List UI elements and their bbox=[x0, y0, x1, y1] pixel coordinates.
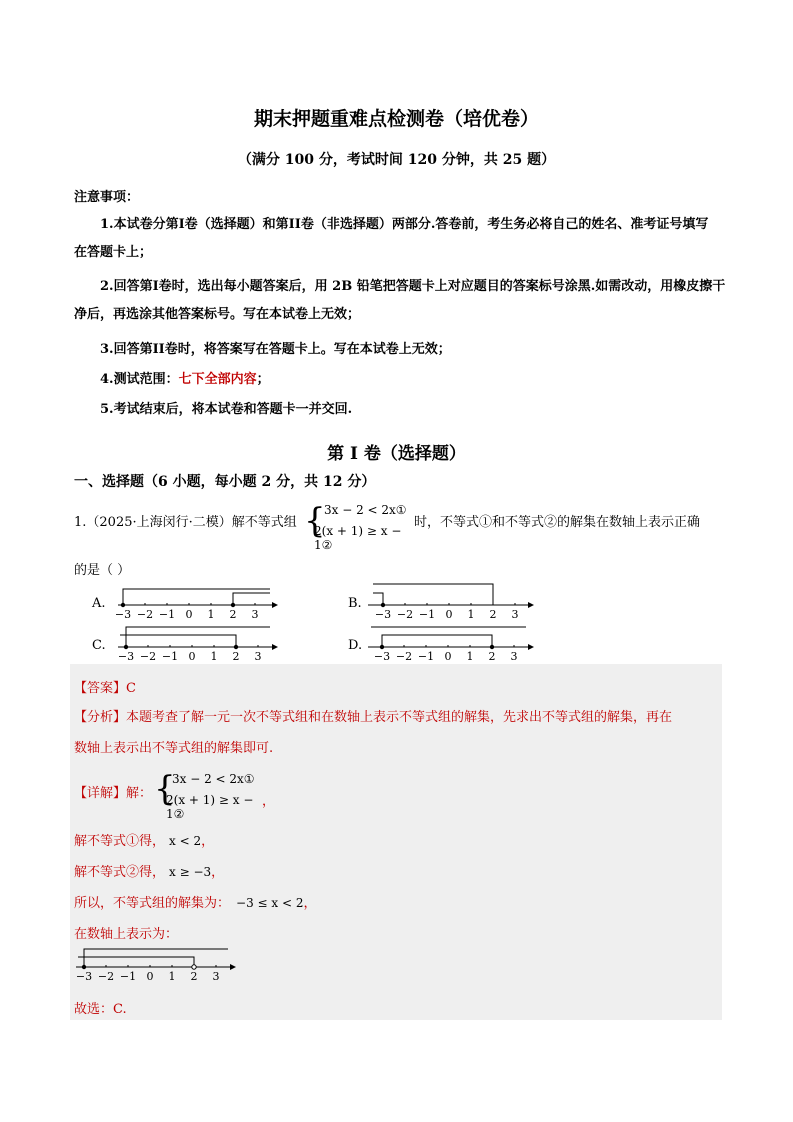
solution-bracket-left bbox=[373, 593, 383, 605]
question-1-stem-line2: 的是（ ） bbox=[74, 563, 131, 578]
closed-point bbox=[82, 965, 86, 969]
step-3-math: −3 ≤ x < 2 bbox=[236, 896, 304, 910]
tick-label: −2 bbox=[395, 650, 413, 663]
question-1-system bbox=[304, 501, 414, 552]
tick-label: 2 bbox=[229, 608, 237, 621]
analysis-tag: 【分析】 bbox=[74, 710, 127, 725]
tick-label: 0 bbox=[445, 608, 453, 621]
tick-label: 2 bbox=[489, 608, 497, 621]
final-answer-line: 故选：C. bbox=[74, 1002, 127, 1017]
test-range-highlight: 七下全部内容 bbox=[178, 372, 257, 387]
closed-point bbox=[380, 645, 384, 649]
notice-item-1: 1.本试卷分第I卷（选择题）和第II卷（非选择题）两部分.答卷前，考生务必将自己的姓名、准考证号填写 在答题卡上； bbox=[74, 217, 709, 260]
option-d-numberline[interactable] bbox=[368, 622, 538, 666]
tick-label: −2 bbox=[97, 970, 115, 983]
option-b-numberline[interactable] bbox=[368, 580, 538, 624]
tick-label: 2 bbox=[488, 650, 496, 663]
solution-bracket-right bbox=[126, 627, 270, 647]
option-c-label[interactable]: C. bbox=[92, 638, 106, 653]
system-eq-2: 2(x + 1) ≥ x − 1② bbox=[314, 524, 402, 552]
closed-point bbox=[234, 645, 238, 649]
tick-label: 1 bbox=[467, 608, 475, 621]
solution-bracket-mid bbox=[382, 635, 492, 647]
tick-label: 1 bbox=[207, 608, 215, 621]
solution-bracket-right bbox=[84, 949, 228, 967]
tick-label: 2 bbox=[232, 650, 240, 663]
tick-label: −3 bbox=[75, 970, 93, 983]
answer-value: C bbox=[126, 681, 136, 696]
tick-label: −3 bbox=[373, 650, 391, 663]
closed-point bbox=[121, 603, 125, 607]
step-2-math: x ≥ −3 bbox=[169, 865, 212, 879]
tick-label: 3 bbox=[254, 650, 262, 663]
system-eq-1: 3x − 2 < 2x① bbox=[324, 503, 407, 517]
tick-label: 3 bbox=[510, 650, 518, 663]
detail-tag: 【详解】 bbox=[74, 786, 127, 801]
closed-point bbox=[124, 645, 128, 649]
question-1-stem-suffix: 时，不等式①和不等式②的解集在数轴上表示正确 bbox=[414, 515, 701, 530]
final-answer: C. bbox=[113, 1002, 127, 1017]
page-title: 期末押题重难点检测卷（培优卷） bbox=[253, 108, 539, 130]
closed-point bbox=[490, 645, 494, 649]
step-3: 所以，不等式组的解集为： −3 ≤ x < 2， bbox=[74, 896, 317, 911]
open-point bbox=[192, 965, 196, 969]
step-4: 在数轴上表示为： bbox=[74, 927, 179, 942]
question-1-stem-prefix: 1.（2025·上海闵行·二模）解不等式组 bbox=[74, 515, 297, 530]
page-subtitle: （满分 100 分，考试时间 120 分钟，共 25 题） bbox=[237, 152, 556, 168]
closed-point bbox=[381, 603, 385, 607]
closed-point bbox=[231, 603, 235, 607]
axis-arrow-icon bbox=[272, 602, 278, 608]
option-a-numberline[interactable] bbox=[112, 580, 282, 624]
tick-label: −1 bbox=[161, 650, 179, 663]
answer-line bbox=[74, 677, 136, 696]
analysis-line-1: 【分析】本题考查了解一元一次不等式组和在数轴上表示不等式组的解集，先求出不等式组的解集，再在 bbox=[74, 710, 673, 725]
notice-heading: 注意事项： bbox=[74, 190, 140, 205]
tick-label: −3 bbox=[114, 608, 132, 621]
notice-item-3: 3.回答第II卷时，将答案写在答题卡上。写在本试卷上无效； bbox=[100, 342, 451, 357]
detail-eq-2: 2(x + 1) ≥ x − 1② bbox=[166, 793, 254, 821]
axis-arrow-icon bbox=[230, 964, 236, 970]
tick-label: −2 bbox=[136, 608, 154, 621]
step-2: 解不等式②得， x ≥ −3， bbox=[74, 865, 225, 880]
tick-label: −1 bbox=[417, 650, 435, 663]
tick-label: 0 bbox=[188, 650, 196, 663]
notice-item-2: 2.回答第I卷时，选出每小题答案后，用 2B 铅笔把答题卡上对应题目的答案标号涂黑.如需改动，用橡皮擦干 净后，再选涂其他答案标号。写在本试卷上无效； bbox=[74, 279, 726, 322]
detail-eq-1: 3x − 2 < 2x① bbox=[172, 772, 255, 786]
solution-bracket-left bbox=[120, 635, 236, 647]
tick-label: −2 bbox=[396, 608, 414, 621]
solution-bracket-right bbox=[233, 593, 270, 605]
tick-label: −1 bbox=[158, 608, 176, 621]
axis-arrow-icon bbox=[528, 644, 534, 650]
notice-item-4: 4.测试范围：七下全部内容； bbox=[100, 372, 270, 387]
tick-label: 1 bbox=[466, 650, 474, 663]
tick-label: 1 bbox=[168, 970, 176, 983]
option-b-label[interactable]: B. bbox=[348, 596, 362, 611]
option-a-label[interactable]: A. bbox=[92, 596, 106, 611]
solution-bracket-left bbox=[123, 589, 270, 605]
notice-item-5: 5.考试结束后，将本试卷和答题卡一并交回. bbox=[100, 402, 353, 417]
option-d-label[interactable]: D. bbox=[348, 638, 363, 653]
tick-label: 3 bbox=[251, 608, 259, 621]
solution-bracket-left bbox=[78, 957, 194, 967]
tick-label: 3 bbox=[511, 608, 519, 621]
brace-icon: { bbox=[304, 501, 326, 541]
solution-numberline bbox=[72, 942, 242, 986]
section-title: 第 I 卷（选择题） bbox=[327, 444, 466, 464]
detail-line: 【详解】解： bbox=[74, 786, 153, 801]
tick-label: 0 bbox=[146, 970, 154, 983]
tick-label: −3 bbox=[117, 650, 135, 663]
tick-label: −3 bbox=[374, 608, 392, 621]
brace-icon: { bbox=[154, 769, 176, 809]
tick-label: −2 bbox=[139, 650, 157, 663]
tick-label: 0 bbox=[444, 650, 452, 663]
axis-arrow-icon bbox=[528, 602, 534, 608]
tick-label: 2 bbox=[190, 970, 198, 983]
step-1: 解不等式①得， x < 2， bbox=[74, 834, 215, 849]
solution-bracket-top bbox=[373, 584, 493, 605]
part-heading: 一、选择题（6 小题，每小题 2 分，共 12 分） bbox=[74, 474, 376, 490]
tick-label: 0 bbox=[185, 608, 193, 621]
axis-arrow-icon bbox=[272, 644, 278, 650]
option-c-numberline[interactable] bbox=[112, 622, 282, 666]
tick-label: 1 bbox=[210, 650, 218, 663]
tick-label: 3 bbox=[212, 970, 220, 983]
tick-label: −1 bbox=[119, 970, 137, 983]
tick-label: −1 bbox=[418, 608, 436, 621]
step-1-math: x < 2 bbox=[169, 834, 202, 848]
analysis-line-2: 数轴上表示出不等式组的解集即可. bbox=[74, 741, 274, 756]
answer-tag: 【答案】 bbox=[74, 681, 127, 696]
detail-system: { 3x − 2 < 2x① 2(x + 1) ≥ x − 1② ， bbox=[154, 769, 276, 821]
